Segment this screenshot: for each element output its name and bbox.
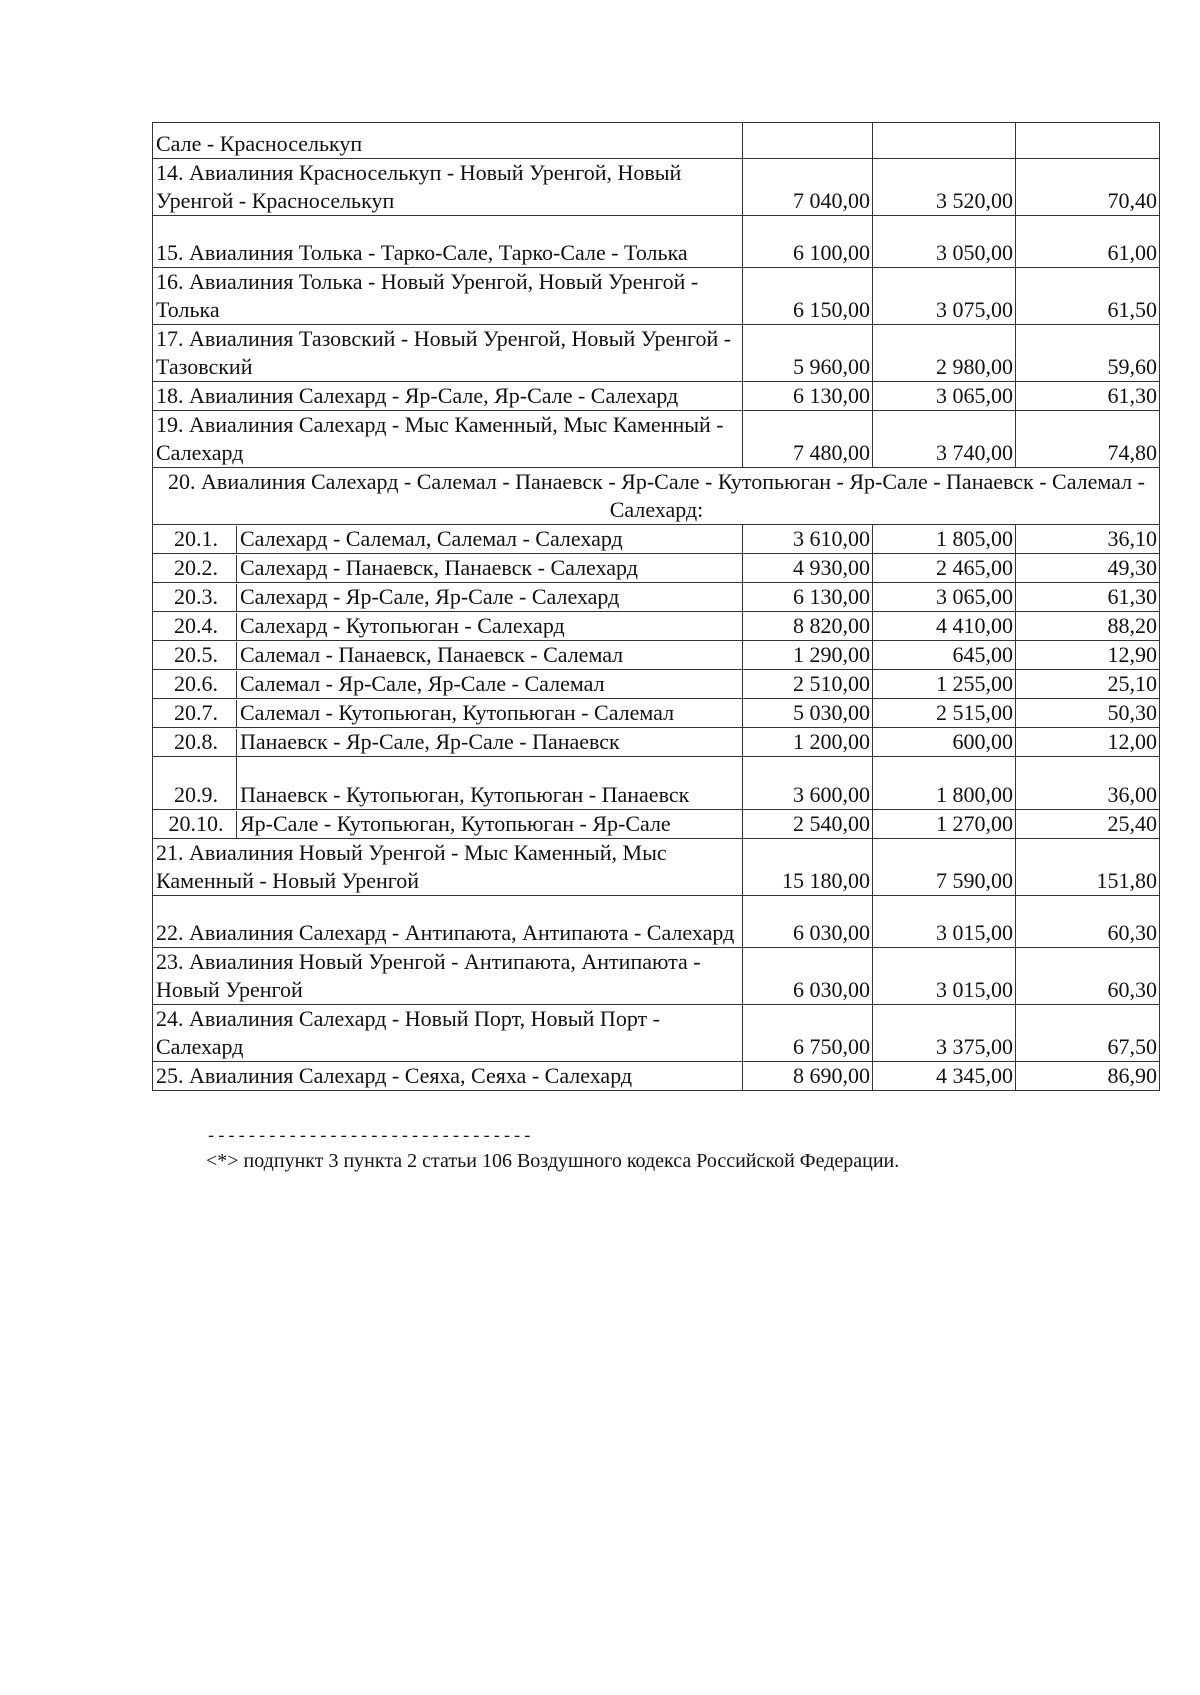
- tariff-value-b: 3 015,00: [873, 896, 1016, 948]
- tariff-value-a: 3 600,00: [743, 757, 873, 810]
- tariff-value-a: 8 820,00: [743, 612, 873, 641]
- tariff-value-b: [873, 123, 1016, 159]
- tariff-value-a: 6 130,00: [743, 583, 873, 612]
- tariff-value-a: 7 040,00: [743, 159, 873, 216]
- tariff-value-c: 36,00: [1016, 757, 1160, 810]
- route-text: Салехард - Панаевск, Панаевск - Салехард: [240, 555, 638, 580]
- tariff-value-c: 88,20: [1016, 612, 1160, 641]
- route-cell: [153, 612, 743, 641]
- table-row: [153, 896, 1160, 948]
- tariff-value-b: 1 270,00: [873, 810, 1016, 839]
- tariff-value-c: 59,60: [1016, 325, 1160, 382]
- table-row: [153, 554, 1160, 583]
- tariff-value-c: 151,80: [1016, 839, 1160, 896]
- sub-item-number: 20.4.: [156, 613, 237, 640]
- tariff-value-c: 86,90: [1016, 1062, 1160, 1091]
- tariff-value-a: 6 030,00: [743, 896, 873, 948]
- table-row: [153, 810, 1160, 839]
- table-row: [153, 268, 1160, 325]
- tariff-value-c: 61,50: [1016, 268, 1160, 325]
- table-row: [153, 1005, 1160, 1062]
- tariff-value-b: 2 465,00: [873, 554, 1016, 583]
- tariff-value-b: 4 410,00: [873, 612, 1016, 641]
- tariff-value-a: 6 150,00: [743, 268, 873, 325]
- sub-item-number: 20.2.: [156, 555, 237, 582]
- tariff-value-b: 4 345,00: [873, 1062, 1016, 1091]
- table-row: [153, 670, 1160, 699]
- sub-item-number: 20.5.: [156, 642, 237, 669]
- table-row: [153, 468, 1160, 525]
- route-cell: 15. Авиалиния Толька - Тарко-Сале, Тарко-Сале - Толька: [153, 216, 743, 268]
- tariff-value-b: 7 590,00: [873, 839, 1016, 896]
- table-row: [153, 525, 1160, 554]
- tariff-value-b: 2 515,00: [873, 699, 1016, 728]
- tariff-value-a: 5 030,00: [743, 699, 873, 728]
- tariff-value-c: 60,30: [1016, 896, 1160, 948]
- route-cell: [153, 641, 743, 670]
- tariff-value-b: 1 255,00: [873, 670, 1016, 699]
- route-cell: 21. Авиалиния Новый Уренгой - Мыс Каменный, Мыс Каменный - Новый Уренгой: [153, 839, 743, 896]
- table-row: [153, 757, 1160, 810]
- route-cell: 16. Авиалиния Толька - Новый Уренгой, Новый Уренгой - Толька: [153, 268, 743, 325]
- sub-item-number: 20.7.: [156, 700, 237, 727]
- table-row: [153, 641, 1160, 670]
- table-row: [153, 839, 1160, 896]
- tariff-value-a: 4 930,00: [743, 554, 873, 583]
- route-cell: [153, 757, 743, 810]
- route-text: Панаевск - Кутопьюган, Кутопьюган - Панаевск: [240, 782, 690, 807]
- route-cell: 19. Авиалиния Салехард - Мыс Каменный, Мыс Каменный - Салехард: [153, 411, 743, 468]
- tariff-value-a: [743, 123, 873, 159]
- tariff-value-c: 12,00: [1016, 728, 1160, 757]
- tariff-value-a: 5 960,00: [743, 325, 873, 382]
- tariff-value-a: 1 200,00: [743, 728, 873, 757]
- tariff-value-c: 49,30: [1016, 554, 1160, 583]
- tariff-value-c: 67,50: [1016, 1005, 1160, 1062]
- table-row: [153, 216, 1160, 268]
- route-cell: 14. Авиалиния Красноселькуп - Новый Уренгой, Новый Уренгой - Красноселькуп: [153, 159, 743, 216]
- tariff-value-c: 50,30: [1016, 699, 1160, 728]
- tariff-value-b: 3 520,00: [873, 159, 1016, 216]
- tariff-value-c: 25,40: [1016, 810, 1160, 839]
- sub-item-number: 20.10.: [156, 811, 237, 838]
- tariff-value-b: 3 740,00: [873, 411, 1016, 468]
- tariff-value-c: 61,30: [1016, 583, 1160, 612]
- tariff-value-a: 6 750,00: [743, 1005, 873, 1062]
- sub-item-number: 20.3.: [156, 584, 237, 611]
- table-row: [153, 411, 1160, 468]
- tariff-value-c: 12,90: [1016, 641, 1160, 670]
- tariff-value-a: 8 690,00: [743, 1062, 873, 1091]
- route-text: Салемал - Панаевск, Панаевск - Салемал: [240, 642, 624, 667]
- table-row: [153, 382, 1160, 411]
- table-row: [153, 583, 1160, 612]
- tariff-table: [152, 122, 1160, 1091]
- route-cell: [153, 670, 743, 699]
- tariff-value-a: 2 510,00: [743, 670, 873, 699]
- route-text: Салемал - Яр-Сале, Яр-Сале - Салемал: [240, 671, 605, 696]
- table-row: [153, 728, 1160, 757]
- route-text: Салехард - Салемал, Салемал - Салехард: [240, 526, 623, 551]
- tariff-value-b: 1 800,00: [873, 757, 1016, 810]
- route-text: Салехард - Кутопьюган - Салехард: [240, 613, 565, 638]
- sub-item-number: 20.6.: [156, 671, 237, 698]
- tariff-table-body: [153, 123, 1160, 1091]
- tariff-value-c: 25,10: [1016, 670, 1160, 699]
- tariff-value-a: 2 540,00: [743, 810, 873, 839]
- tariff-value-c: 60,30: [1016, 948, 1160, 1005]
- route-cell: [153, 810, 743, 839]
- route-cell: 25. Авиалиния Салехард - Сеяха, Сеяха - Салехард: [153, 1062, 743, 1091]
- tariff-value-c: 74,80: [1016, 411, 1160, 468]
- tariff-value-b: 3 375,00: [873, 1005, 1016, 1062]
- tariff-value-b: 3 065,00: [873, 382, 1016, 411]
- tariff-value-b: 3 075,00: [873, 268, 1016, 325]
- table-row: [153, 699, 1160, 728]
- group-header-cell: 20. Авиалиния Салехард - Салемал - Панаевск - Яр-Сале - Кутопьюган - Яр-Сале - Панаевск - Салемал - Салехард:: [153, 468, 1160, 525]
- route-text: Салемал - Кутопьюган, Кутопьюган - Салемал: [240, 700, 675, 725]
- tariff-value-c: 36,10: [1016, 525, 1160, 554]
- route-cell: [153, 728, 743, 757]
- route-cell: 17. Авиалиния Тазовский - Новый Уренгой, Новый Уренгой - Тазовский: [153, 325, 743, 382]
- route-cell: Сале - Красноселькуп: [153, 123, 743, 159]
- route-cell: 22. Авиалиния Салехард - Антипаюта, Антипаюта - Салехард: [153, 896, 743, 948]
- tariff-value-b: 3 050,00: [873, 216, 1016, 268]
- footnote-text: <*> подпункт 3 пункта 2 статьи 106 Воздушного кодекса Российской Федерации.: [206, 1150, 900, 1172]
- tariff-value-b: 3 065,00: [873, 583, 1016, 612]
- route-cell: 18. Авиалиния Салехард - Яр-Сале, Яр-Сале - Салехард: [153, 382, 743, 411]
- table-row: [153, 612, 1160, 641]
- sub-item-number: 20.8.: [156, 729, 237, 756]
- tariff-value-c: 70,40: [1016, 159, 1160, 216]
- route-text: Панаевск - Яр-Сале, Яр-Сале - Панаевск: [240, 729, 620, 754]
- tariff-value-a: 1 290,00: [743, 641, 873, 670]
- tariff-value-a: 6 030,00: [743, 948, 873, 1005]
- tariff-value-a: 15 180,00: [743, 839, 873, 896]
- sub-item-number: 20.1.: [156, 526, 237, 553]
- route-cell: [153, 554, 743, 583]
- table-row: [153, 325, 1160, 382]
- table-row: [153, 1062, 1160, 1091]
- route-cell: 24. Авиалиния Салехард - Новый Порт, Новый Порт - Салехард: [153, 1005, 743, 1062]
- tariff-value-a: 6 130,00: [743, 382, 873, 411]
- tariff-value-a: 6 100,00: [743, 216, 873, 268]
- tariff-value-c: [1016, 123, 1160, 159]
- sub-item-number: 20.9.: [156, 757, 237, 809]
- tariff-value-b: 600,00: [873, 728, 1016, 757]
- tariff-value-b: 2 980,00: [873, 325, 1016, 382]
- footnote-separator: --------------------------------: [206, 1128, 533, 1147]
- tariff-value-c: 61,00: [1016, 216, 1160, 268]
- route-text: Яр-Сале - Кутопьюган, Кутопьюган - Яр-Сале: [240, 811, 671, 836]
- tariff-value-b: 645,00: [873, 641, 1016, 670]
- table-row: [153, 159, 1160, 216]
- route-cell: [153, 699, 743, 728]
- tariff-value-a: 3 610,00: [743, 525, 873, 554]
- route-text: Салехард - Яр-Сале, Яр-Сале - Салехард: [240, 584, 620, 609]
- route-cell: [153, 525, 743, 554]
- table-row: [153, 948, 1160, 1005]
- tariff-value-b: 3 015,00: [873, 948, 1016, 1005]
- route-cell: [153, 583, 743, 612]
- route-cell: 23. Авиалиния Новый Уренгой - Антипаюта, Антипаюта - Новый Уренгой: [153, 948, 743, 1005]
- tariff-value-c: 61,30: [1016, 382, 1160, 411]
- tariff-value-a: 7 480,00: [743, 411, 873, 468]
- tariff-value-b: 1 805,00: [873, 525, 1016, 554]
- table-row: [153, 123, 1160, 159]
